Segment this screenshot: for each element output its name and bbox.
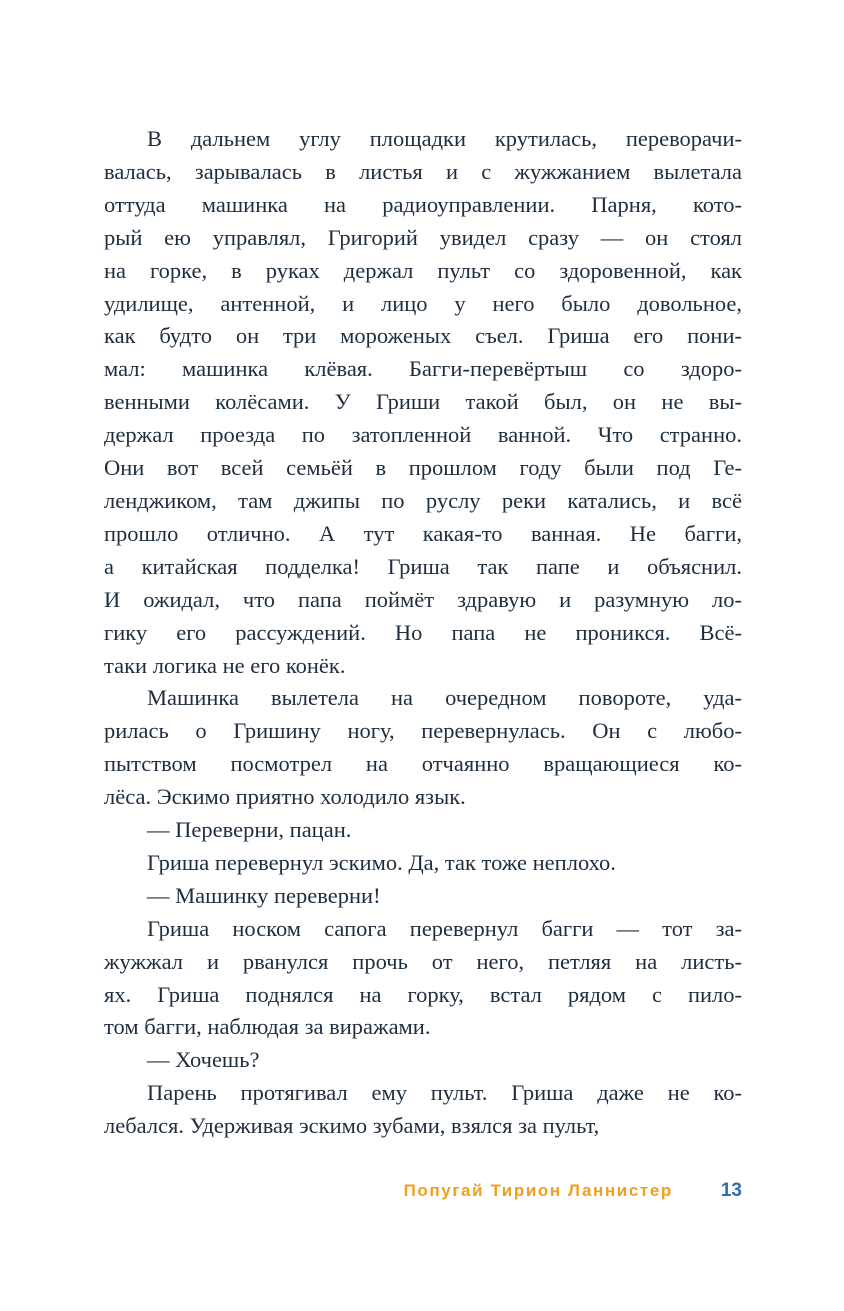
text-line: таки логика не его конёк. [104,652,346,678]
text-line: В дальнем углу площадки крутилась, переворачи- [147,126,742,151]
text-line: ленджиком, там джипы по руслу реки катались, и всё [104,487,742,513]
text-line: рилась о Гришину ногу, перевернулась. Он с любо- [104,718,742,744]
paragraph [104,913,742,1045]
paragraph [104,814,742,847]
page-footer [104,1180,742,1202]
paragraph [104,682,742,814]
text-line: венными колёсами. У Гриши такой был, он не вы- [104,389,742,415]
paragraph [104,123,742,682]
text-line: Гриша перевернул эскимо. Да, так тоже неплохо. [147,849,616,875]
page-number: 13 [720,1180,742,1201]
text-line: Машинка вылетела на очередном повороте, уда- [147,685,742,711]
text-line: лёса. Эскимо приятно холодило язык. [104,784,466,810]
text-line: прошло отлично. А тут какая-то ванная. Не багги, [104,520,742,546]
text-line: Они вот всей семьёй в прошлом году были под Ге- [104,455,742,481]
text-line: валась, зарывалась в листья и с жужжанием вылетала [104,158,742,184]
text-line: на горке, в руках держал пульт со здоровенной, как [104,257,742,283]
text-line: том багги, наблюдая за виражами. [104,1014,431,1040]
paragraph [104,847,742,880]
text-line: гику его рассуждений. Но папа не проникся. Всё- [104,619,742,645]
text-line: Гриша носком сапога перевернул багги — тот за- [147,915,742,941]
text-line: держал проезда по затопленной ванной. Что странно. [104,422,742,448]
text-line: рый ею управлял, Григорий увидел сразу — он стоял [104,224,742,250]
text-line: — Хочешь? [147,1047,260,1073]
text-line: ях. Гриша поднялся на горку, встал рядом с пило- [104,981,742,1007]
paragraph [104,880,742,913]
text-line: как будто он три мороженых съел. Гриша его пони- [104,323,742,349]
running-title: Попугай Тирион Ланнистер [403,1181,673,1200]
text-line: мал: машинка клёвая. Багги-перевёртыш со здоро- [104,356,742,382]
text-line: оттуда машинка на радиоуправлении. Парня, кото- [104,191,742,217]
text-block [104,123,742,1143]
text-line: жужжал и рванулся прочь от него, петляя на листь- [104,948,742,974]
text-line: Парень протягивал ему пульт. Гриша даже не ко- [147,1080,742,1106]
text-line: — Переверни, пацан. [147,817,352,843]
text-line: — Машинку переверни! [147,882,381,908]
paragraph [104,1077,742,1143]
paragraph [104,1044,742,1077]
text-line: лебался. Удерживая эскимо зубами, взялся за пульт, [104,1113,600,1139]
text-line: а китайская подделка! Гриша так папе и объяснил. [104,553,742,579]
text-line: И ожидал, что папа поймёт здравую и разумную ло- [104,586,742,612]
text-line: пытством посмотрел на отчаянно вращающиеся ко- [104,751,742,777]
text-line: удилище, антенной, и лицо у него было довольное, [104,290,742,316]
